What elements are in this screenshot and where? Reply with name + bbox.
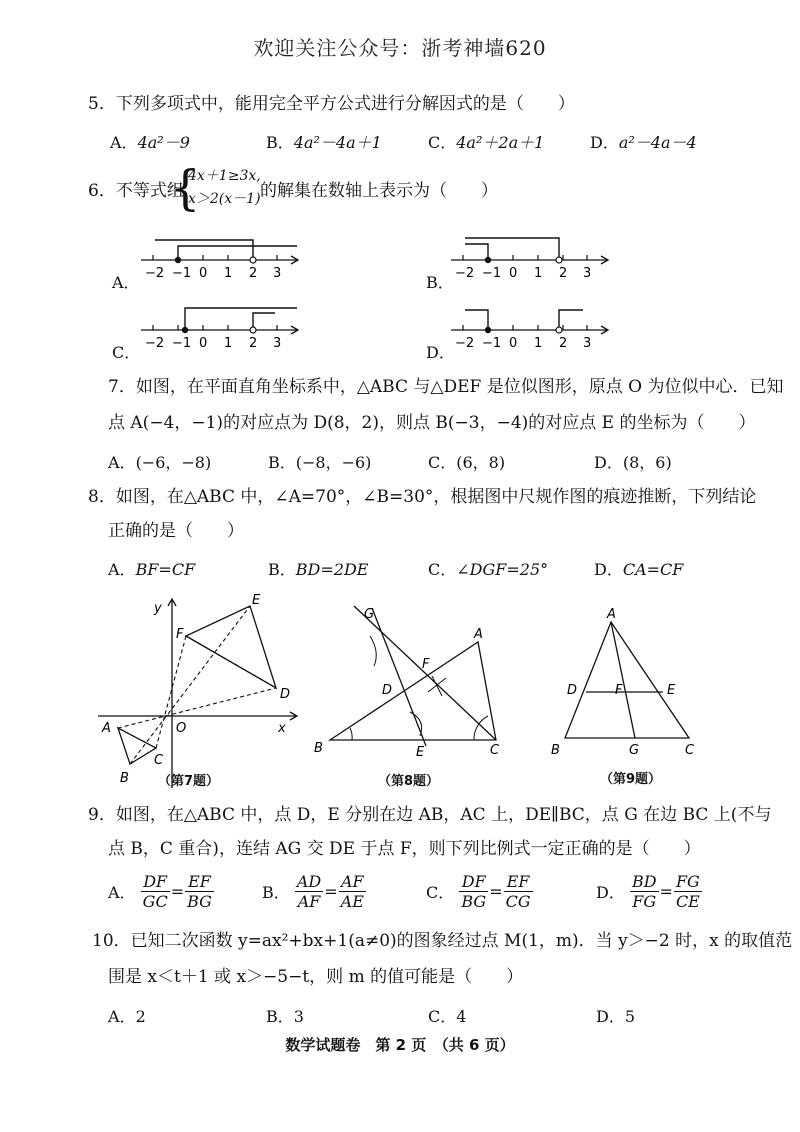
tick-label: 3: [273, 336, 282, 351]
option-text: BD=2DE: [295, 560, 369, 579]
q10-option-b[interactable]: [266, 1004, 304, 1027]
option-label: B．: [262, 883, 290, 902]
option-label: A．: [108, 883, 136, 902]
option-text: a²－4a－4: [618, 133, 697, 152]
tick-label: −2: [145, 266, 165, 281]
q6-tail: 的解集在数轴上表示为（ ）: [260, 181, 498, 201]
q7-option-b[interactable]: [268, 450, 371, 473]
q6-option-a-label[interactable]: A．: [112, 273, 140, 292]
numberline-b: [445, 228, 615, 288]
point-label: D: [567, 683, 578, 698]
point-label: F: [422, 657, 430, 672]
option-label: A．: [108, 560, 136, 579]
tick-label: 1: [224, 266, 233, 281]
q10-option-d[interactable]: [596, 1004, 635, 1027]
tick-label: 0: [199, 336, 208, 351]
tick-label: 2: [559, 336, 568, 351]
tick-label: −1: [482, 336, 502, 351]
q5-option-d[interactable]: [590, 130, 697, 153]
q8-line-2: 正确的是（ ）: [108, 521, 244, 541]
option-label: C．: [426, 883, 455, 902]
page-footer: 数学试题卷 第 2 页 （共 6 页）: [285, 1036, 515, 1054]
q8-option-c[interactable]: [428, 557, 548, 580]
option-text: (−8，−6): [295, 453, 372, 472]
option-text: (−6，−8): [135, 453, 212, 472]
equals-sign: =: [324, 882, 338, 901]
point-label: E: [252, 593, 261, 608]
option-label: A．: [108, 1007, 136, 1026]
q9-option-a[interactable]: [108, 872, 214, 911]
q5-option-b[interactable]: [266, 130, 382, 153]
q6-option-c-label[interactable]: C．: [112, 343, 141, 362]
numberline-c: [135, 298, 305, 358]
point-label: B: [551, 743, 560, 758]
q9-option-b[interactable]: [262, 872, 366, 911]
option-label: C．: [428, 560, 457, 579]
point-label: G: [629, 743, 640, 758]
equals-sign: =: [489, 882, 503, 901]
option-text: (6，8): [456, 453, 506, 472]
q8-option-d[interactable]: [594, 557, 683, 580]
q9-line-1: 9．如图，在△ABC 中，点 D，E 分别在边 AB，AC 上，DE∥BC，点 G 在边 BC 上(不与: [88, 805, 772, 825]
option-label: B．: [268, 560, 296, 579]
tick-label: −1: [172, 336, 192, 351]
figure-7-caption: （第7题）: [158, 774, 220, 789]
origin-label: O: [176, 721, 187, 736]
point-label: A: [102, 721, 111, 736]
option-text: 3: [293, 1007, 304, 1026]
tick-label: 1: [534, 336, 543, 351]
tick-label: 3: [273, 266, 282, 281]
figure-7: [92, 592, 304, 792]
point-label: A: [474, 627, 483, 642]
tick-label: 3: [583, 266, 592, 281]
point-label: C: [490, 743, 500, 758]
point-label: D: [280, 687, 291, 702]
q8-option-a[interactable]: [108, 557, 195, 580]
q7-line-2: 点 A(−4，−1)的对应点为 D(8，2)，则点 B(−3，−4)的对应点 E 的坐标为（ ）: [108, 413, 756, 433]
point-label: G: [364, 607, 375, 622]
q8-option-b[interactable]: [268, 557, 368, 580]
q7-option-a[interactable]: [108, 450, 211, 473]
q9-line-2: 点 B，C 重合)，连结 AG 交 DE 于点 F，则下列比例式一定正确的是（ ）: [108, 839, 701, 859]
q10-line-2: 围是 x＜t＋1 或 x＞−5−t，则 m 的值可能是（ ）: [108, 967, 524, 987]
option-label: D．: [594, 453, 623, 472]
q7-option-d[interactable]: [594, 450, 672, 473]
fraction: $\frac{DF}{BG}$: [461, 872, 487, 911]
option-label: A．: [110, 133, 138, 152]
option-label: C．: [428, 1007, 457, 1026]
option-label: C．: [428, 453, 457, 472]
tick-label: 2: [249, 266, 258, 281]
option-label: C．: [428, 133, 457, 152]
equals-sign: =: [659, 882, 673, 901]
q9-option-c[interactable]: [426, 872, 533, 911]
option-label: D．: [594, 560, 623, 579]
q5-option-a[interactable]: [110, 130, 190, 153]
option-text: 5: [624, 1007, 636, 1026]
figure-9: [545, 604, 705, 764]
q6-option-b-label[interactable]: B．: [426, 273, 454, 292]
q9-option-d[interactable]: [596, 872, 702, 911]
tick-label: −2: [455, 336, 475, 351]
q5-option-c[interactable]: [428, 130, 544, 153]
point-label: F: [615, 683, 623, 698]
fraction: $\frac{BD}{FG}$: [631, 872, 657, 911]
fraction: $\frac{EF}{CG}$: [505, 872, 531, 911]
equals-sign: =: [170, 882, 185, 901]
option-label: B．: [268, 453, 296, 472]
q10-option-a[interactable]: [108, 1004, 146, 1027]
page-header: 欢迎关注公众号：浙考神墙620: [253, 36, 547, 60]
point-label: B: [120, 771, 129, 786]
figure-8: [310, 596, 522, 766]
point-label: F: [176, 627, 184, 642]
tick-label: −2: [455, 266, 475, 281]
q6-ineq-2: x＞2(x－1): [188, 191, 261, 207]
fraction: $\frac{AF}{AE}$: [340, 872, 364, 911]
point-label: C: [154, 753, 164, 768]
q10-option-c[interactable]: [428, 1004, 466, 1027]
option-text: 2: [135, 1007, 146, 1026]
point-label: A: [607, 607, 616, 622]
point-label: E: [667, 683, 676, 698]
tick-label: 2: [249, 336, 258, 351]
point-label: E: [416, 745, 425, 760]
point-label: B: [314, 741, 323, 756]
fraction: $\frac{FG}{CE}$: [675, 872, 700, 911]
tick-label: −1: [172, 266, 192, 281]
tick-label: 1: [534, 266, 543, 281]
tick-label: 0: [199, 266, 208, 281]
option-text: CA=CF: [622, 560, 684, 579]
tick-label: 0: [509, 336, 518, 351]
option-text: ∠DGF=25°: [456, 560, 549, 579]
tick-label: 3: [583, 336, 592, 351]
tick-label: −2: [145, 336, 165, 351]
point-label: C: [685, 743, 695, 758]
figure-8-caption: （第8题）: [378, 774, 440, 789]
option-text: 4a²－9: [137, 133, 190, 152]
option-label: D．: [590, 133, 619, 152]
numberline-a: [135, 228, 305, 288]
q8-line-1: 8．如图，在△ABC 中，∠A=70°，∠B=30°，根据图中尺规作图的痕迹推断，下列结论: [88, 487, 757, 507]
axis-label-x: x: [278, 721, 286, 736]
q6-ineq-1: 4x＋1≥3x,: [188, 168, 261, 184]
q6-option-d-label[interactable]: D．: [426, 343, 455, 362]
axis-label-y: y: [154, 601, 162, 616]
option-label: A．: [108, 453, 136, 472]
option-label: B．: [266, 133, 294, 152]
fraction: $\frac{EF}{BG}$: [187, 872, 212, 911]
q10-line-1: 10．已知二次函数 y=ax²+bx+1(a≠0)的图象经过点 M(1，m)．当 y＞−2 时，x 的取值范: [92, 931, 793, 951]
tick-label: 2: [559, 266, 568, 281]
option-text: 4: [456, 1007, 467, 1026]
option-label: B．: [266, 1007, 294, 1026]
option-label: D．: [596, 883, 625, 902]
tick-label: 0: [509, 266, 518, 281]
option-text: 4a²－4a＋1: [293, 133, 382, 152]
tick-label: −1: [482, 266, 502, 281]
tick-label: 1: [224, 336, 233, 351]
numberline-d: [445, 298, 615, 358]
option-text: BF=CF: [135, 560, 196, 579]
figure-9-caption: （第9题）: [600, 772, 662, 787]
q7-option-c[interactable]: [428, 450, 505, 473]
fraction: $\frac{AD}{AF}$: [296, 872, 322, 911]
option-text: 4a²＋2a＋1: [456, 133, 545, 152]
option-text: (8，6): [622, 453, 672, 472]
option-label: D．: [596, 1007, 625, 1026]
point-label: D: [382, 683, 393, 698]
system-brace: {: [170, 160, 201, 216]
fraction: $\frac{DF}{GC}$: [142, 872, 168, 911]
q5-stem: 5．下列多项式中，能用完全平方公式进行分解因式的是（ ）: [88, 94, 575, 114]
q7-line-1: 7．如图，在平面直角坐标系中，△ABC 与△DEF 是位似图形，原点 O 为位似中心．已知: [108, 377, 784, 397]
q6-num: 6．不等式组: [88, 181, 184, 201]
